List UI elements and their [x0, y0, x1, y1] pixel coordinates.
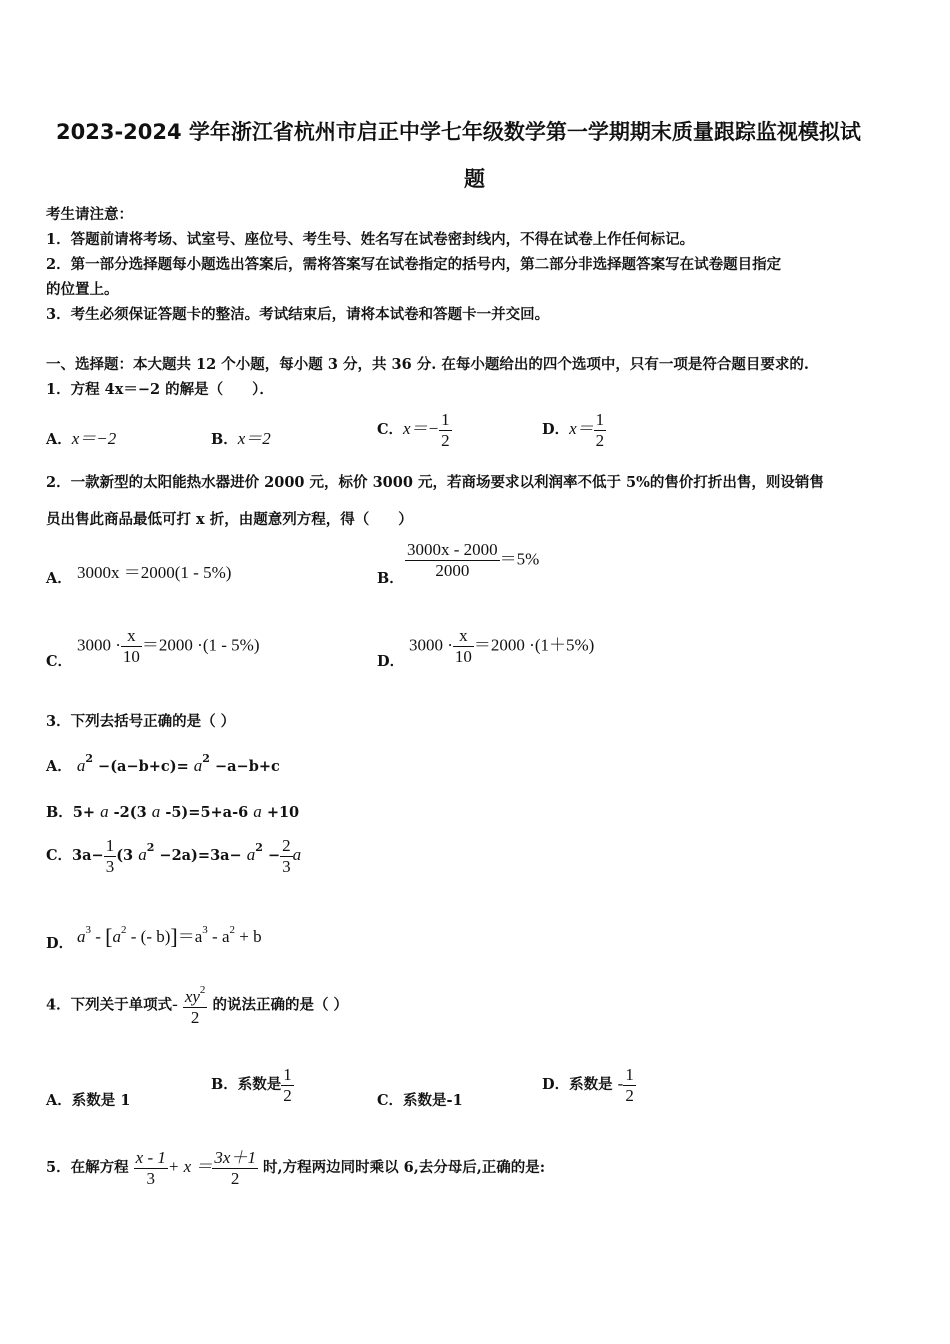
expr-part: (3 [116, 847, 134, 865]
option-text: x＝−2 [71, 429, 117, 448]
expr-tail: ＝2000 ·(1＋5%) [473, 635, 595, 655]
exponent: 2 [229, 924, 235, 936]
question-4-option-b [211, 1065, 294, 1105]
stem-text: 时,方程两边同时乘以 6,去分母后,正确的是: [263, 1159, 546, 1177]
numerator: 1 [595, 410, 605, 429]
notice-item-2: 2．第一部分选择题每小题选出答案后，需将答案写在试卷指定的括号内，第二部分非选择题答案写在试卷题目指定 [46, 256, 782, 273]
question-2-stem: 2．一款新型的太阳能热水器进价 2000 元，标价 3000 元，若商场要求以利润率不低于 5%的售价打折出售，则设销售 [46, 474, 824, 491]
var: a [138, 845, 147, 865]
question-3-option-b [46, 801, 299, 822]
expr-part: + b [235, 927, 262, 946]
fraction [453, 626, 474, 666]
fraction [104, 836, 117, 876]
expr-part: −a−b+c [215, 758, 280, 775]
stem-text: 4．下列关于单项式 [46, 996, 173, 1014]
expr-part: -5)=5+a-6 [165, 804, 249, 821]
question-2-option-b-label: B． [377, 570, 404, 587]
option-label: B． [211, 431, 238, 448]
fraction [183, 984, 208, 1027]
numerator: 1 [625, 1065, 634, 1084]
option-text: x＝ [569, 419, 594, 439]
denominator: 3 [105, 856, 115, 876]
notice-item-2-cont: 的位置上。 [46, 281, 119, 298]
question-4-option-d [542, 1065, 636, 1105]
var: a [112, 927, 121, 946]
option-text: 系数是 [569, 1076, 613, 1094]
numerator: 3000x - 2000 [407, 540, 498, 559]
option-label: D． [542, 1076, 570, 1094]
var: a [253, 802, 262, 821]
question-2-option-a-label: A． [46, 570, 72, 587]
notice-heading: 考生请注意： [46, 206, 133, 223]
numerator: 2 [282, 836, 291, 855]
expr-part: - (- b) [126, 927, 171, 946]
option-text: 系数是-1 [403, 1092, 463, 1109]
option-text: 系数是 [237, 1076, 282, 1094]
var: a [193, 756, 203, 775]
expr-tail: ＝2000 ·(1 - 5%) [141, 635, 260, 655]
fraction [594, 410, 607, 450]
question-2-option-d-expr [409, 626, 594, 666]
fraction [121, 626, 142, 666]
denominator: 2000 [435, 560, 470, 580]
fraction [280, 836, 293, 876]
denominator: 2 [283, 1085, 292, 1105]
page-title: 2023-2024 学年浙江省杭州市启正中学七年级数学第一学期期末质量跟踪监视模拟试 [56, 120, 861, 144]
notice-item-3: 3．考生必须保证答题卡的整洁。考试结束后，请将本试卷和答题卡一并交回。 [46, 306, 550, 323]
denominator: 10 [122, 646, 140, 666]
notice-item-1: 1．答题前请将考场、试室号、座位号、考生号、姓名写在试卷密封线内，不得在试卷上作任何标记。 [46, 231, 695, 248]
expr-part: −(a−b+c)= [98, 758, 189, 775]
stem-text: 5．在解方程 [46, 1159, 129, 1177]
question-2-option-b-expr [405, 540, 539, 580]
question-3-option-d-label: D． [46, 935, 74, 952]
numerator: x - 1 [135, 1148, 166, 1167]
expr-head: 3000 · [77, 635, 121, 655]
expr-part: 3a− [72, 847, 104, 865]
section-heading: 一、选择题：本大题共 12 个小题，每小题 3 分，共 36 分. 在每小题给出的四个选项中，只有一项是符合题目要求的. [46, 356, 809, 373]
right-bracket: ] [170, 924, 178, 949]
minus-sign: - [172, 994, 178, 1014]
question-3-option-c [46, 836, 301, 876]
question-4-option-c [377, 1089, 463, 1110]
question-1-option-d [542, 410, 606, 450]
option-label: A． [46, 758, 72, 775]
option-label: D． [542, 421, 570, 439]
expr-part: − [267, 847, 281, 865]
option-label: C． [46, 847, 73, 865]
left-bracket: [ [105, 924, 113, 949]
option-label: A． [46, 1092, 72, 1109]
exponent: 2 [121, 924, 127, 936]
numerator: 1 [105, 836, 115, 855]
question-2-option-c-label: C． [46, 653, 73, 670]
expr-part: 5+ [72, 804, 96, 821]
numerator: 1 [283, 1065, 292, 1084]
exponent: 2 [255, 841, 263, 855]
expr-part: -2(3 [113, 804, 147, 821]
page-title-cont: 题 [464, 167, 485, 191]
question-1-option-b [211, 424, 271, 449]
numerator [183, 984, 208, 1008]
expr-head: 3000 · [409, 635, 453, 655]
option-text: x＝2 [237, 429, 271, 448]
question-1-stem: 1．方程 4x＝−2 的解是（ ）． [46, 381, 274, 398]
numerator: 3x＋1 [214, 1148, 256, 1167]
var: a [246, 845, 256, 865]
exponent: 3 [85, 924, 91, 936]
option-text: x＝− [403, 419, 440, 439]
denominator: 3 [146, 1168, 156, 1188]
fraction [405, 540, 500, 580]
question-2-option-a-expr: 3000x ＝2000(1 - 5%) [77, 563, 232, 582]
numerator: 1 [441, 410, 450, 429]
denominator: 3 [282, 856, 291, 876]
question-2-stem-cont: 员出售此商品最低可打 x 折，由题意列方程，得（ ） [46, 511, 413, 528]
numerator: x [453, 626, 474, 647]
expr-part: −2a)=3a− [159, 847, 242, 865]
question-2-option-c-expr [77, 626, 259, 666]
question-3-option-d-expr [77, 922, 262, 950]
denominator: 2 [441, 430, 450, 450]
question-1-option-a [46, 424, 116, 449]
denominator: 2 [595, 430, 605, 450]
var: a [292, 845, 302, 865]
denominator: 2 [230, 1168, 240, 1188]
var: a [100, 802, 109, 821]
question-4-option-a [46, 1089, 130, 1110]
denominator: 2 [625, 1085, 634, 1105]
exponent: 2 [85, 752, 93, 765]
fraction [281, 1065, 294, 1105]
question-3-option-a [46, 752, 280, 776]
expr-part: - [91, 927, 106, 946]
question-1-option-c [377, 410, 452, 450]
var: a [76, 756, 86, 775]
minus-sign: - [617, 1074, 624, 1094]
var: a [151, 802, 161, 821]
expr-tail: ＝5% [499, 549, 540, 569]
question-3-stem: 3．下列去括号正确的是（ ） [46, 713, 236, 730]
exponent: 2 [146, 841, 155, 855]
exponent: 2 [202, 752, 210, 765]
var: a [77, 927, 86, 946]
option-label: B． [211, 1076, 238, 1094]
denominator: 2 [190, 1007, 200, 1027]
option-label: C． [377, 421, 404, 439]
var: xy [184, 987, 200, 1006]
numerator: x [121, 626, 142, 647]
question-2-option-d-label: D． [377, 653, 405, 670]
expr-part: - a [207, 927, 230, 946]
option-text: 系数是 1 [71, 1092, 131, 1109]
exponent: 3 [202, 924, 208, 936]
question-5-stem [46, 1148, 545, 1188]
option-label: C． [377, 1092, 404, 1109]
expr-part: + x ＝ [167, 1157, 213, 1177]
fraction [212, 1148, 258, 1188]
option-label: B． [46, 804, 73, 821]
question-4-stem [46, 984, 348, 1027]
denominator: 10 [454, 646, 472, 666]
expr-part: ＝a [177, 927, 203, 946]
fraction [134, 1148, 168, 1188]
fraction [623, 1065, 636, 1105]
fraction [439, 410, 452, 450]
option-label: A． [46, 431, 72, 448]
stem-text: 的说法正确的是（ ） [212, 996, 349, 1014]
exponent: 2 [199, 984, 206, 996]
expr-part: +10 [266, 804, 300, 821]
